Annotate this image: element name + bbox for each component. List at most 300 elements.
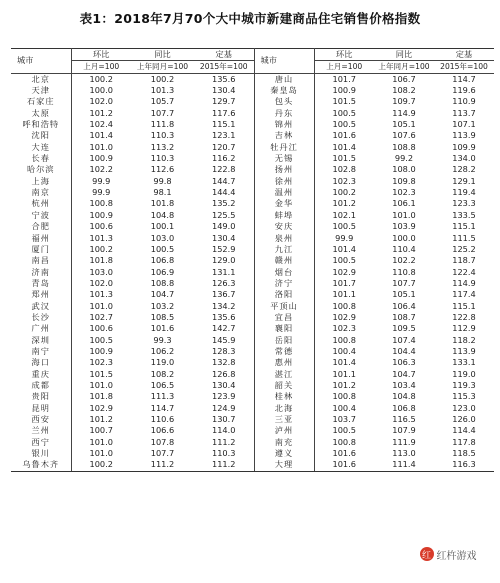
city-name-right: 吉林 bbox=[254, 130, 314, 141]
city-name-left: 银川 bbox=[11, 448, 71, 459]
fixed-value-right: 118.5 bbox=[452, 448, 476, 459]
yoy-value-right: 102.3 bbox=[392, 187, 416, 198]
yoy-value-left: 113.2 bbox=[150, 141, 175, 152]
mom-value-right: 102.3 bbox=[332, 175, 356, 186]
table-row bbox=[11, 73, 494, 85]
city-name-left: 南宁 bbox=[11, 346, 71, 357]
city-name-left: 深圳 bbox=[11, 335, 71, 346]
city-name-left: 青岛 bbox=[11, 278, 71, 289]
city-name-left: 南京 bbox=[11, 187, 71, 198]
fixed-value-left: 132.8 bbox=[194, 357, 254, 368]
yoy-value-right: 105.1 bbox=[392, 289, 416, 300]
header-city-left: 城市 bbox=[11, 49, 71, 74]
fixed-value-right: 126.0 bbox=[452, 414, 476, 424]
city-name-left: 海口 bbox=[11, 357, 71, 368]
mom-value-left: 102.7 bbox=[89, 311, 113, 322]
table-row bbox=[11, 448, 494, 459]
mom-value-right: 101.6 bbox=[332, 130, 356, 141]
mom-value-left: 100.2 bbox=[89, 243, 113, 254]
fixed-value-right: 114.4 bbox=[452, 425, 476, 436]
city-name-left: 呼和浩特 bbox=[11, 119, 71, 130]
yoy-value-left: 98.1 bbox=[153, 187, 172, 198]
fixed-value-right: 114.9 bbox=[452, 277, 476, 288]
mom-value-right: 101.4 bbox=[332, 357, 356, 368]
fixed-value-left: 131.1 bbox=[194, 267, 254, 278]
mom-value-right: 100.5 bbox=[332, 255, 356, 266]
city-name-right: 温州 bbox=[254, 187, 314, 198]
yoy-value-left: 101.3 bbox=[150, 85, 175, 96]
yoy-value-right: 105.1 bbox=[392, 119, 416, 130]
mom-value-right: 102.1 bbox=[332, 209, 356, 220]
header-fixed-right: 定基 bbox=[434, 49, 494, 61]
table-row bbox=[11, 459, 494, 471]
yoy-value-left: 110.3 bbox=[150, 130, 175, 141]
yoy-value-right: 106.8 bbox=[392, 402, 416, 413]
yoy-value-right: 114.9 bbox=[392, 107, 416, 118]
mom-value-left: 102.0 bbox=[89, 277, 113, 288]
mom-value-left: 101.0 bbox=[89, 448, 113, 459]
city-name-right: 赣州 bbox=[254, 255, 314, 266]
city-name-left: 武汉 bbox=[11, 301, 71, 312]
fixed-value-right: 117.8 bbox=[452, 436, 476, 447]
city-name-left: 北京 bbox=[11, 73, 71, 85]
table-row bbox=[11, 96, 494, 107]
city-name-left: 郑州 bbox=[11, 289, 71, 300]
city-name-right: 包头 bbox=[254, 96, 314, 107]
fixed-value-left: 130.7 bbox=[194, 414, 254, 425]
mom-value-left: 100.9 bbox=[89, 153, 113, 164]
table-row bbox=[11, 357, 494, 368]
city-name-right: 洛阳 bbox=[254, 289, 314, 300]
city-name-right: 宜昌 bbox=[254, 312, 314, 323]
fixed-value-right: 122.8 bbox=[452, 311, 476, 322]
yoy-value-left: 110.3 bbox=[150, 153, 175, 164]
fixed-value-right: 129.1 bbox=[452, 175, 476, 186]
fixed-value-right: 119.6 bbox=[452, 85, 476, 96]
yoy-value-right: 106.7 bbox=[392, 73, 416, 84]
header-fixed-base-right: 2015年=100 bbox=[434, 61, 494, 73]
table-row bbox=[11, 187, 494, 198]
table-row bbox=[11, 335, 494, 346]
yoy-value-left: 114.7 bbox=[150, 402, 175, 413]
fixed-value-left: 117.6 bbox=[194, 108, 254, 119]
mom-value-right: 102.9 bbox=[332, 266, 356, 277]
fixed-value-right: 113.9 bbox=[452, 345, 476, 356]
table-row bbox=[11, 255, 494, 266]
yoy-value-right: 107.9 bbox=[392, 425, 416, 436]
fixed-value-left: 116.2 bbox=[194, 153, 254, 164]
fixed-value-left: 129.7 bbox=[194, 96, 254, 107]
city-name-left: 太原 bbox=[11, 108, 71, 119]
city-name-right: 襄阳 bbox=[254, 323, 314, 334]
mom-value-left: 100.6 bbox=[89, 323, 113, 334]
fixed-value-left: 152.9 bbox=[194, 244, 254, 255]
mom-value-left: 100.6 bbox=[89, 221, 113, 232]
yoy-value-left: 100.5 bbox=[150, 243, 175, 254]
mom-value-right: 101.2 bbox=[332, 198, 356, 209]
header-yoy-base-left: 上年同月=100 bbox=[131, 61, 194, 73]
price-index-table bbox=[11, 48, 494, 472]
table-row bbox=[11, 301, 494, 312]
mom-value-right: 101.5 bbox=[332, 96, 356, 107]
table-row bbox=[11, 346, 494, 357]
city-name-right: 湛江 bbox=[254, 369, 314, 380]
yoy-value-left: 106.9 bbox=[150, 266, 175, 277]
city-name-right: 锦州 bbox=[254, 119, 314, 130]
mom-value-right: 100.5 bbox=[332, 107, 356, 118]
city-name-right: 济宁 bbox=[254, 278, 314, 289]
mom-value-right: 100.8 bbox=[332, 300, 356, 311]
fixed-value-right: 122.4 bbox=[452, 266, 476, 277]
yoy-value-right: 102.2 bbox=[392, 255, 416, 266]
table-row bbox=[11, 403, 494, 414]
yoy-value-left: 119.0 bbox=[150, 357, 175, 368]
fixed-value-left: 136.7 bbox=[194, 289, 254, 300]
mom-value-right: 100.8 bbox=[332, 391, 356, 402]
header-mom-base-left: 上月=100 bbox=[71, 61, 131, 73]
fixed-value-right: 125.2 bbox=[452, 243, 476, 254]
mom-value-right: 101.1 bbox=[332, 368, 356, 379]
fixed-value-left: 111.2 bbox=[194, 437, 254, 448]
mom-value-left: 101.2 bbox=[89, 414, 113, 424]
mom-value-left: 101.2 bbox=[89, 107, 113, 118]
mom-value-right: 100.4 bbox=[332, 402, 356, 413]
yoy-value-left: 111.8 bbox=[150, 119, 175, 130]
mom-value-right: 101.7 bbox=[332, 277, 356, 288]
watermark-logo-icon: 红 bbox=[420, 547, 434, 561]
watermark bbox=[402, 543, 494, 565]
fixed-value-left: 135.2 bbox=[194, 198, 254, 209]
yoy-value-right: 104.7 bbox=[392, 368, 416, 379]
city-name-left: 宁波 bbox=[11, 210, 71, 221]
fixed-value-left: 144.7 bbox=[194, 176, 254, 187]
yoy-value-right: 103.9 bbox=[392, 221, 416, 232]
yoy-value-right: 107.4 bbox=[392, 334, 416, 345]
city-name-right: 南充 bbox=[254, 437, 314, 448]
city-name-left: 重庆 bbox=[11, 369, 71, 380]
city-name-left: 西安 bbox=[11, 414, 71, 425]
yoy-value-left: 112.6 bbox=[150, 164, 175, 175]
table-body bbox=[11, 73, 494, 471]
yoy-value-right: 110.8 bbox=[392, 266, 416, 277]
yoy-value-right: 108.8 bbox=[392, 141, 416, 152]
fixed-value-left: 149.0 bbox=[194, 221, 254, 232]
yoy-value-right: 116.5 bbox=[392, 414, 416, 424]
yoy-value-right: 106.1 bbox=[392, 198, 416, 209]
table-row bbox=[11, 369, 494, 380]
mom-value-left: 102.0 bbox=[89, 96, 113, 107]
yoy-value-left: 101.8 bbox=[150, 198, 175, 209]
fixed-value-left: 130.4 bbox=[194, 85, 254, 96]
city-name-right: 惠州 bbox=[254, 357, 314, 368]
header-mom-base-right: 上月=100 bbox=[314, 61, 374, 73]
city-name-right: 九江 bbox=[254, 244, 314, 255]
fixed-value-right: 111.5 bbox=[452, 232, 476, 243]
city-name-right: 金华 bbox=[254, 198, 314, 209]
mom-value-left: 103.0 bbox=[89, 266, 113, 277]
table-row bbox=[11, 119, 494, 130]
header-fixed-left: 定基 bbox=[194, 49, 254, 61]
yoy-value-right: 111.4 bbox=[374, 459, 434, 471]
city-name-left: 厦门 bbox=[11, 244, 71, 255]
fixed-value-right: 123.3 bbox=[452, 198, 476, 209]
fixed-value-left: 128.3 bbox=[194, 346, 254, 357]
city-name-left: 南昌 bbox=[11, 255, 71, 266]
fixed-value-right: 107.1 bbox=[452, 119, 476, 130]
table-row bbox=[11, 391, 494, 402]
fixed-value-left: 115.1 bbox=[194, 119, 254, 130]
fixed-value-left: 123.9 bbox=[194, 391, 254, 402]
yoy-value-right: 100.0 bbox=[392, 232, 416, 243]
city-name-right: 唐山 bbox=[254, 73, 314, 85]
city-name-right: 北海 bbox=[254, 403, 314, 414]
city-name-right: 泸州 bbox=[254, 425, 314, 436]
fixed-value-left: 120.7 bbox=[194, 142, 254, 153]
city-name-right: 蚌埠 bbox=[254, 210, 314, 221]
mom-value-right: 101.6 bbox=[332, 448, 356, 459]
mom-value-right: 101.4 bbox=[332, 243, 356, 254]
mom-value-left: 101.5 bbox=[89, 368, 113, 379]
mom-value-left: 101.8 bbox=[89, 255, 113, 266]
mom-value-left: 100.5 bbox=[89, 334, 113, 345]
fixed-value-left: 135.6 bbox=[194, 73, 254, 85]
table-row bbox=[11, 108, 494, 119]
city-name-left: 兰州 bbox=[11, 425, 71, 436]
city-name-right: 秦皇岛 bbox=[254, 85, 314, 96]
header-yoy-left: 同比 bbox=[131, 49, 194, 61]
yoy-value-right: 103.4 bbox=[392, 379, 416, 390]
fixed-value-left: 110.3 bbox=[194, 448, 254, 459]
yoy-value-right: 113.0 bbox=[392, 448, 416, 459]
table-row bbox=[11, 312, 494, 323]
city-name-right: 韶关 bbox=[254, 380, 314, 391]
fixed-value-left: 145.9 bbox=[194, 335, 254, 346]
table-row bbox=[11, 380, 494, 391]
table-row bbox=[11, 153, 494, 164]
fixed-value-right: 109.9 bbox=[452, 141, 476, 152]
yoy-value-left: 104.7 bbox=[150, 289, 175, 300]
fixed-value-right: 123.0 bbox=[452, 402, 476, 413]
yoy-value-left: 100.1 bbox=[150, 221, 175, 232]
yoy-value-right: 111.9 bbox=[392, 436, 416, 447]
yoy-value-right: 104.4 bbox=[392, 345, 416, 356]
yoy-value-left: 106.8 bbox=[150, 255, 175, 266]
city-name-left: 福州 bbox=[11, 233, 71, 244]
mom-value-right: 101.6 bbox=[314, 459, 374, 471]
city-name-left: 沈阳 bbox=[11, 130, 71, 141]
city-name-right: 大理 bbox=[254, 459, 314, 471]
city-name-right: 遵义 bbox=[254, 448, 314, 459]
yoy-value-left: 101.6 bbox=[150, 323, 175, 334]
mom-value-right: 102.8 bbox=[332, 164, 356, 175]
city-name-left: 天津 bbox=[11, 85, 71, 96]
city-name-right: 无锡 bbox=[254, 153, 314, 164]
fixed-value-right: 113.9 bbox=[452, 130, 476, 141]
city-name-left: 贵阳 bbox=[11, 391, 71, 402]
fixed-value-right: 119.0 bbox=[452, 368, 476, 379]
fixed-value-left: 126.3 bbox=[194, 278, 254, 289]
yoy-value-left: 106.5 bbox=[150, 379, 175, 390]
header-yoy-base-right: 上年同月=100 bbox=[374, 61, 434, 73]
fixed-value-left: 124.9 bbox=[194, 403, 254, 414]
mom-value-right: 101.4 bbox=[332, 141, 356, 152]
fixed-value-left: 125.5 bbox=[194, 210, 254, 221]
yoy-value-right: 108.0 bbox=[392, 164, 416, 175]
mom-value-right: 99.9 bbox=[335, 232, 354, 243]
yoy-value-left: 111.3 bbox=[150, 391, 175, 402]
mom-value-left: 101.0 bbox=[89, 300, 113, 311]
yoy-value-right: 109.8 bbox=[392, 175, 416, 186]
city-name-right: 扬州 bbox=[254, 164, 314, 175]
fixed-value-right: 117.4 bbox=[452, 289, 476, 300]
table-row bbox=[11, 142, 494, 153]
mom-value-left: 101.0 bbox=[89, 379, 113, 390]
fixed-value-right: 113.7 bbox=[452, 107, 476, 118]
city-name-left: 乌鲁木齐 bbox=[11, 459, 71, 471]
city-name-right: 平顶山 bbox=[254, 301, 314, 312]
mom-value-right: 101.1 bbox=[332, 289, 356, 300]
header-mom-left: 环比 bbox=[71, 49, 131, 61]
yoy-value-left: 100.2 bbox=[150, 73, 175, 84]
table-row bbox=[11, 414, 494, 425]
yoy-value-right: 109.7 bbox=[392, 96, 416, 107]
fixed-value-right: 112.9 bbox=[452, 323, 476, 334]
fixed-value-left: 114.0 bbox=[194, 425, 254, 436]
table-row bbox=[11, 289, 494, 300]
yoy-value-left: 103.2 bbox=[150, 300, 175, 311]
fixed-value-right: 115.1 bbox=[452, 300, 476, 311]
table-row bbox=[11, 278, 494, 289]
mom-value-left: 100.9 bbox=[89, 209, 113, 220]
fixed-value-right: 128.2 bbox=[452, 164, 476, 175]
mom-value-left: 101.3 bbox=[89, 232, 113, 243]
city-name-left: 广州 bbox=[11, 323, 71, 334]
mom-value-right: 101.7 bbox=[332, 73, 356, 84]
fixed-value-left: 111.2 bbox=[194, 459, 254, 471]
mom-value-right: 100.5 bbox=[332, 119, 356, 130]
city-name-right: 烟台 bbox=[254, 267, 314, 278]
yoy-value-right: 106.3 bbox=[392, 357, 416, 368]
fixed-value-left: 129.0 bbox=[194, 255, 254, 266]
mom-value-right: 102.9 bbox=[332, 311, 356, 322]
yoy-value-left: 103.0 bbox=[150, 232, 175, 243]
city-name-left: 上海 bbox=[11, 176, 71, 187]
mom-value-left: 101.0 bbox=[89, 141, 113, 152]
header-city-right: 城市 bbox=[254, 49, 314, 74]
fixed-value-left: 123.1 bbox=[194, 130, 254, 141]
watermark-text: 红杵游戏 bbox=[436, 550, 477, 562]
mom-value-left: 101.8 bbox=[89, 391, 113, 402]
fixed-value-right: 115.3 bbox=[452, 391, 476, 402]
city-name-right: 桂林 bbox=[254, 391, 314, 402]
fixed-value-right: 118.7 bbox=[452, 255, 476, 266]
fixed-value-right: 118.2 bbox=[452, 334, 476, 345]
city-name-right: 丹东 bbox=[254, 108, 314, 119]
table-row bbox=[11, 130, 494, 141]
table-row bbox=[11, 164, 494, 175]
table-row bbox=[11, 244, 494, 255]
table-row bbox=[11, 425, 494, 436]
yoy-value-left: 107.7 bbox=[150, 448, 175, 459]
city-name-left: 合肥 bbox=[11, 221, 71, 232]
mom-value-left: 101.3 bbox=[89, 289, 113, 300]
yoy-value-right: 110.4 bbox=[392, 243, 416, 254]
mom-value-right: 100.4 bbox=[332, 345, 356, 356]
yoy-value-left: 111.2 bbox=[131, 459, 194, 471]
city-name-left: 长春 bbox=[11, 153, 71, 164]
city-name-left: 长沙 bbox=[11, 312, 71, 323]
yoy-value-left: 104.8 bbox=[150, 209, 175, 220]
yoy-value-right: 107.7 bbox=[392, 277, 416, 288]
mom-value-right: 100.5 bbox=[332, 221, 356, 232]
fixed-value-right: 115.1 bbox=[452, 221, 476, 232]
city-name-right: 安庆 bbox=[254, 221, 314, 232]
table-row bbox=[11, 221, 494, 232]
table-row bbox=[11, 210, 494, 221]
fixed-value-right: 134.0 bbox=[452, 153, 476, 164]
yoy-value-right: 108.2 bbox=[392, 85, 416, 96]
city-name-left: 哈尔滨 bbox=[11, 164, 71, 175]
table-row bbox=[11, 198, 494, 209]
table-row bbox=[11, 85, 494, 96]
yoy-value-left: 108.8 bbox=[150, 277, 175, 288]
city-name-right: 徐州 bbox=[254, 176, 314, 187]
mom-value-right: 100.5 bbox=[332, 425, 356, 436]
table-row bbox=[11, 176, 494, 187]
mom-value-left: 102.4 bbox=[89, 119, 113, 130]
mom-value-right: 101.5 bbox=[332, 153, 356, 164]
city-name-right: 三亚 bbox=[254, 414, 314, 425]
yoy-value-left: 106.6 bbox=[150, 425, 175, 436]
yoy-value-left: 107.8 bbox=[150, 436, 175, 447]
mom-value-left: 101.4 bbox=[89, 130, 113, 141]
city-name-left: 杭州 bbox=[11, 198, 71, 209]
yoy-value-left: 108.5 bbox=[150, 311, 175, 322]
yoy-value-left: 99.3 bbox=[153, 334, 172, 345]
mom-value-left: 100.2 bbox=[71, 459, 131, 471]
mom-value-left: 100.8 bbox=[89, 198, 113, 209]
header-mom-right: 环比 bbox=[314, 49, 374, 61]
yoy-value-left: 106.2 bbox=[150, 345, 175, 356]
mom-value-right: 100.2 bbox=[332, 187, 356, 198]
mom-value-left: 100.0 bbox=[89, 85, 113, 96]
table-row bbox=[11, 323, 494, 334]
mom-value-left: 102.2 bbox=[89, 164, 113, 175]
yoy-value-right: 104.8 bbox=[392, 391, 416, 402]
header-yoy-right: 同比 bbox=[374, 49, 434, 61]
mom-value-right: 101.2 bbox=[332, 379, 356, 390]
mom-value-right: 102.3 bbox=[332, 323, 356, 334]
fixed-value-left: 144.4 bbox=[194, 187, 254, 198]
yoy-value-right: 109.5 bbox=[392, 323, 416, 334]
header-fixed-base-left: 2015年=100 bbox=[194, 61, 254, 73]
city-name-right: 岳阳 bbox=[254, 335, 314, 346]
mom-value-right: 100.9 bbox=[332, 85, 356, 96]
yoy-value-right: 106.4 bbox=[392, 300, 416, 311]
mom-value-left: 100.9 bbox=[89, 345, 113, 356]
city-name-right: 泉州 bbox=[254, 233, 314, 244]
fixed-value-right: 110.9 bbox=[452, 96, 476, 107]
city-name-left: 成都 bbox=[11, 380, 71, 391]
yoy-value-right: 99.2 bbox=[394, 153, 414, 164]
mom-value-right: 100.8 bbox=[332, 436, 356, 447]
mom-value-left: 99.9 bbox=[92, 187, 111, 198]
table-title: 表1：2018年7月70个大中城市新建商品住宅销售价格指数 bbox=[79, 11, 421, 26]
city-name-left: 昆明 bbox=[11, 403, 71, 414]
city-name-left: 大连 bbox=[11, 142, 71, 153]
mom-value-left: 100.7 bbox=[89, 425, 113, 436]
city-name-right: 牡丹江 bbox=[254, 142, 314, 153]
